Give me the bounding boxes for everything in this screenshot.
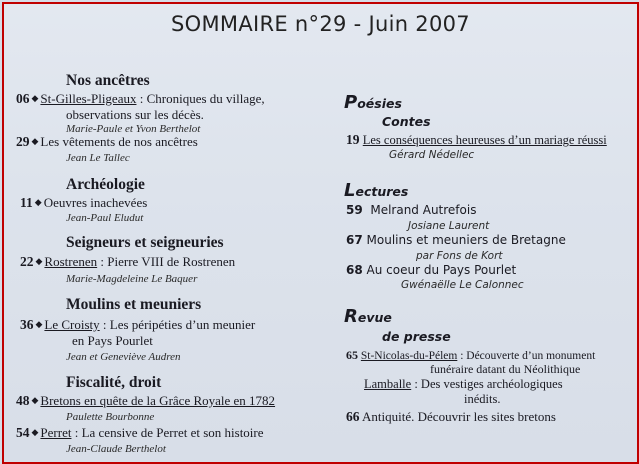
toc-page [2, 2, 639, 464]
entry-author: Jean Le Tallec [66, 152, 130, 164]
page-number: 22 [20, 254, 34, 269]
diamond-bullet-icon: ◆ [31, 136, 39, 146]
place-name: Le Croisty [44, 317, 100, 332]
toc-entry[interactable] [20, 317, 255, 333]
page-number: 06 [16, 91, 30, 106]
drop-capital: L [344, 180, 356, 201]
toc-entry[interactable] [16, 91, 265, 107]
page-number: 54 [16, 425, 30, 440]
toc-entry[interactable] [20, 254, 235, 270]
entry-author: Jean et Geneviève Audren [66, 351, 181, 363]
heading-rest: evue [357, 310, 392, 325]
entry-title: Les vêtements de nos ancêtres [40, 134, 198, 149]
entry-title: Les conséquences heureuses d’un mariage réussi [362, 133, 607, 147]
entry-title-cont: inédits. [464, 392, 501, 406]
subsection-heading: Contes [382, 114, 431, 129]
entry-author: Gwénaëlle Le Calonnec [401, 279, 524, 291]
section-heading: Archéologie [66, 176, 145, 193]
page-title: SOMMAIRE n°29 - Juin 2007 [171, 12, 470, 36]
diamond-bullet-icon: ◆ [31, 93, 39, 103]
diamond-bullet-icon: ◆ [31, 395, 39, 405]
page-number: 36 [20, 317, 34, 332]
page-number: 19 [346, 132, 360, 147]
toc-entry[interactable] [20, 195, 147, 211]
toc-entry[interactable] [346, 409, 556, 425]
entry-author: Josiane Laurent [408, 220, 490, 232]
entry-title: : Les péripéties d’un meunier [99, 317, 256, 332]
page-number: 11 [20, 195, 33, 210]
page-number: 65 [346, 348, 358, 362]
entry-author: Jean-Claude Berthelot [66, 443, 166, 455]
entry-author: par Fons de Kort [416, 250, 503, 262]
entry-title: Moulins et meuniers de Bretagne [366, 233, 566, 247]
entry-title: : Chroniques du village, [136, 91, 265, 106]
entry-title-cont: observations sur les décès. [66, 107, 204, 122]
entry-author: Marie-Magdeleine Le Baquer [66, 273, 198, 285]
section-heading: Moulins et meuniers [66, 296, 202, 313]
toc-entry[interactable] [16, 425, 264, 441]
drop-capital: P [344, 92, 358, 113]
entry-title: : Des vestiges archéologiques [411, 377, 563, 391]
diamond-bullet-icon: ◆ [34, 197, 42, 207]
toc-entry[interactable] [364, 377, 563, 392]
entry-title-cont: funéraire datant du Néolithique [430, 362, 581, 376]
page-number: 67 [346, 233, 363, 247]
page-number: 29 [16, 134, 30, 149]
toc-entry[interactable] [346, 348, 595, 363]
section-heading-lectures [344, 180, 408, 201]
entry-title: Melrand Autrefois [370, 203, 477, 217]
entry-title: Au coeur du Pays Pourlet [366, 263, 517, 277]
page-number: 48 [16, 393, 30, 408]
section-heading-poesies [344, 92, 402, 113]
section-heading: Fiscalité, droit [66, 374, 162, 391]
entry-author: Marie-Paule et Yvon Berthelot [66, 123, 201, 135]
toc-entry[interactable] [346, 203, 476, 217]
section-heading-revue [344, 306, 392, 327]
entry-title: : Découverte d’un monument [457, 350, 596, 362]
place-name: Perret [40, 425, 72, 440]
place-name: St-Nicolas-du-Pélem [360, 350, 458, 362]
entry-title: : La censive de Perret et son histoire [71, 425, 264, 440]
diamond-bullet-icon: ◆ [31, 427, 39, 437]
entry-title: : Pierre VIII de Rostrenen [97, 254, 236, 269]
page-number: 59 [346, 203, 363, 217]
toc-entry[interactable] [346, 132, 607, 148]
entry-title: Oeuvres inachevées [43, 195, 148, 210]
place-name: Rostrenen [44, 254, 98, 269]
entry-title: Bretons en quête de la Grâce Royale en 1782 [40, 393, 276, 408]
section-heading: Seigneurs et seigneuries [66, 234, 224, 251]
toc-entry[interactable] [346, 263, 516, 277]
entry-author: Jean-Paul Eludut [66, 212, 144, 224]
place-name: Lamballe [364, 377, 412, 391]
toc-entry[interactable] [16, 393, 275, 409]
toc-entry[interactable] [346, 233, 566, 247]
entry-author: Gérard Nédellec [389, 149, 475, 161]
entry-title: Antiquité. Découvrir les sites bretons [362, 409, 556, 424]
subsection-heading: de presse [382, 329, 451, 344]
heading-rest: ectures [355, 184, 409, 199]
place-name: St-Gilles-Pligeaux [40, 91, 137, 106]
section-heading: Nos ancêtres [66, 72, 150, 89]
toc-entry[interactable] [16, 134, 198, 150]
page-number: 68 [346, 263, 363, 277]
heading-rest: oésies [357, 96, 402, 111]
entry-title-cont: en Pays Pourlet [72, 333, 153, 348]
diamond-bullet-icon: ◆ [35, 319, 43, 329]
drop-capital: R [344, 306, 358, 327]
page-number: 66 [346, 409, 360, 424]
diamond-bullet-icon: ◆ [35, 256, 43, 266]
entry-author: Paulette Bourbonne [66, 411, 155, 423]
